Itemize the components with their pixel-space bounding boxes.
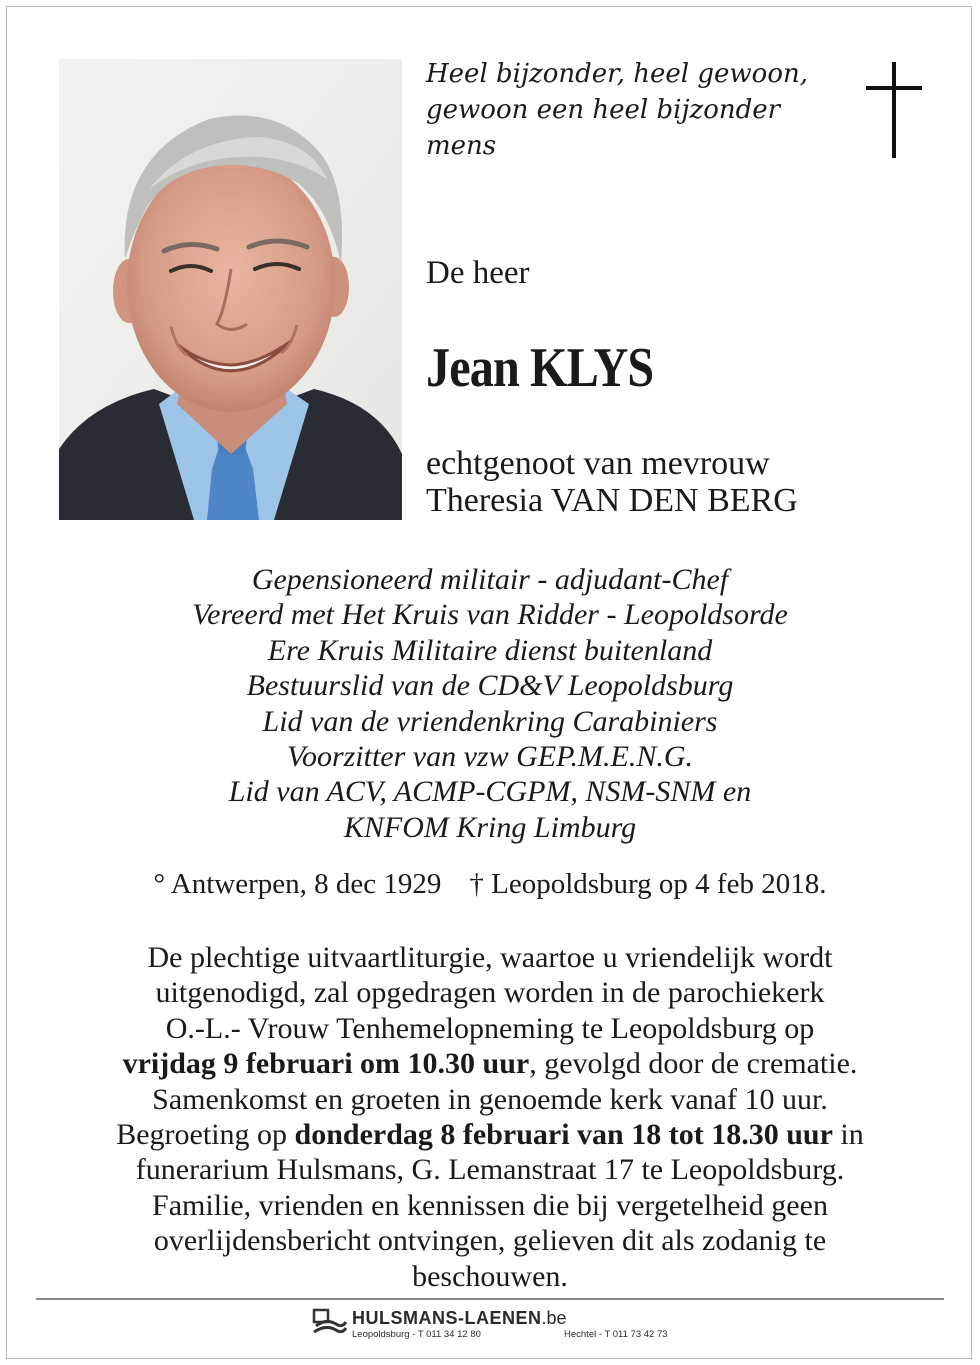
- funeral-line: funerarium Hulsmans, G. Lemanstraat 17 te Leopoldsburg.: [135, 1153, 845, 1187]
- honor-line: Voorzitter van vzw GEP.M.E.N.G.: [286, 740, 694, 774]
- spouse-line: Theresia VAN DEN BERG: [426, 482, 798, 519]
- service-datetime: vrijdag 9 februari om 10.30 uur: [122, 1047, 530, 1081]
- funeral-line: beschouwen.: [412, 1259, 568, 1293]
- honor-line: Ere Kruis Militaire dienst buitenland: [267, 633, 713, 667]
- brand-suffix: .be: [541, 1308, 567, 1328]
- deceased-name: Jean KLYS: [426, 337, 654, 399]
- honor-line: Lid van ACV, ACMP-CGPM, NSM-SNM en: [228, 775, 752, 809]
- cross-icon: [866, 62, 922, 162]
- motto-line: mens: [426, 131, 497, 161]
- funeral-line: Samenkomst en groeten in genoemde kerk vanaf 10 uur.: [152, 1082, 828, 1116]
- memorial-motto: [426, 56, 846, 164]
- funeral-line: vrijdag 9 februari om 10.30 uur, gevolgd door de crematie.: [122, 1047, 858, 1081]
- funeral-line: overlijdensbericht ontvingen, gelieven dit als zodanig te: [153, 1224, 827, 1258]
- honor-line: Gepensioneerd militair - adjudant-Chef: [251, 563, 729, 596]
- honor-line: Vereerd met Het Kruis van Ridder - Leopoldsorde: [192, 598, 788, 632]
- motto-line: gewoon een heel bijzonder: [426, 95, 781, 125]
- honor-line: KNFOM Kring Limburg: [343, 810, 637, 844]
- honors-list: [0, 562, 980, 845]
- birth-date: ° Antwerpen, 8 dec 1929: [153, 868, 442, 900]
- funeral-line: Familie, vrienden en kennissen die bij vergetelheid geen: [152, 1188, 828, 1222]
- contact-hechtel: Hechtel - T 011 73 42 73: [564, 1329, 668, 1340]
- funeral-line: Begroeting op donderdag 8 februari van 18 tot 18.30 uur in: [116, 1118, 864, 1152]
- brand-name: HULSMANS-LAENEN: [352, 1308, 542, 1328]
- funeral-line: O.-L.- Vrouw Tenhemelopneming te Leopoldsburg op: [165, 1011, 815, 1045]
- spouse-info: [426, 445, 798, 519]
- honor-line: Bestuurslid van de CD&V Leopoldsburg: [246, 669, 734, 703]
- contact-leopoldsburg: Leopoldsburg - T 011 34 12 80: [352, 1329, 481, 1340]
- funeral-line: uitgenodigd, zal opgedragen worden in de parochiekerk: [155, 976, 825, 1010]
- funeral-home-logo-icon: [312, 1306, 348, 1340]
- portrait-photo: [59, 59, 402, 520]
- life-dates: [0, 868, 980, 901]
- salutation: De heer: [426, 255, 530, 291]
- funeral-announcement: [0, 940, 980, 1294]
- funeral-home-brand: [352, 1308, 567, 1329]
- funeral-line: De plechtige uitvaartliturgie, waartoe u vriendelijk wordt: [147, 941, 833, 974]
- footer-divider: [36, 1298, 944, 1300]
- spouse-line: echtgenoot van mevrouw: [426, 445, 770, 482]
- visitation-datetime: donderdag 8 februari van 18 tot 18.30 uur: [294, 1118, 833, 1152]
- death-date: † Leopoldsburg op 4 feb 2018.: [469, 868, 827, 900]
- honor-line: Lid van de vriendenkring Carabiniers: [262, 704, 718, 738]
- motto-line: Heel bijzonder, heel gewoon,: [426, 59, 808, 89]
